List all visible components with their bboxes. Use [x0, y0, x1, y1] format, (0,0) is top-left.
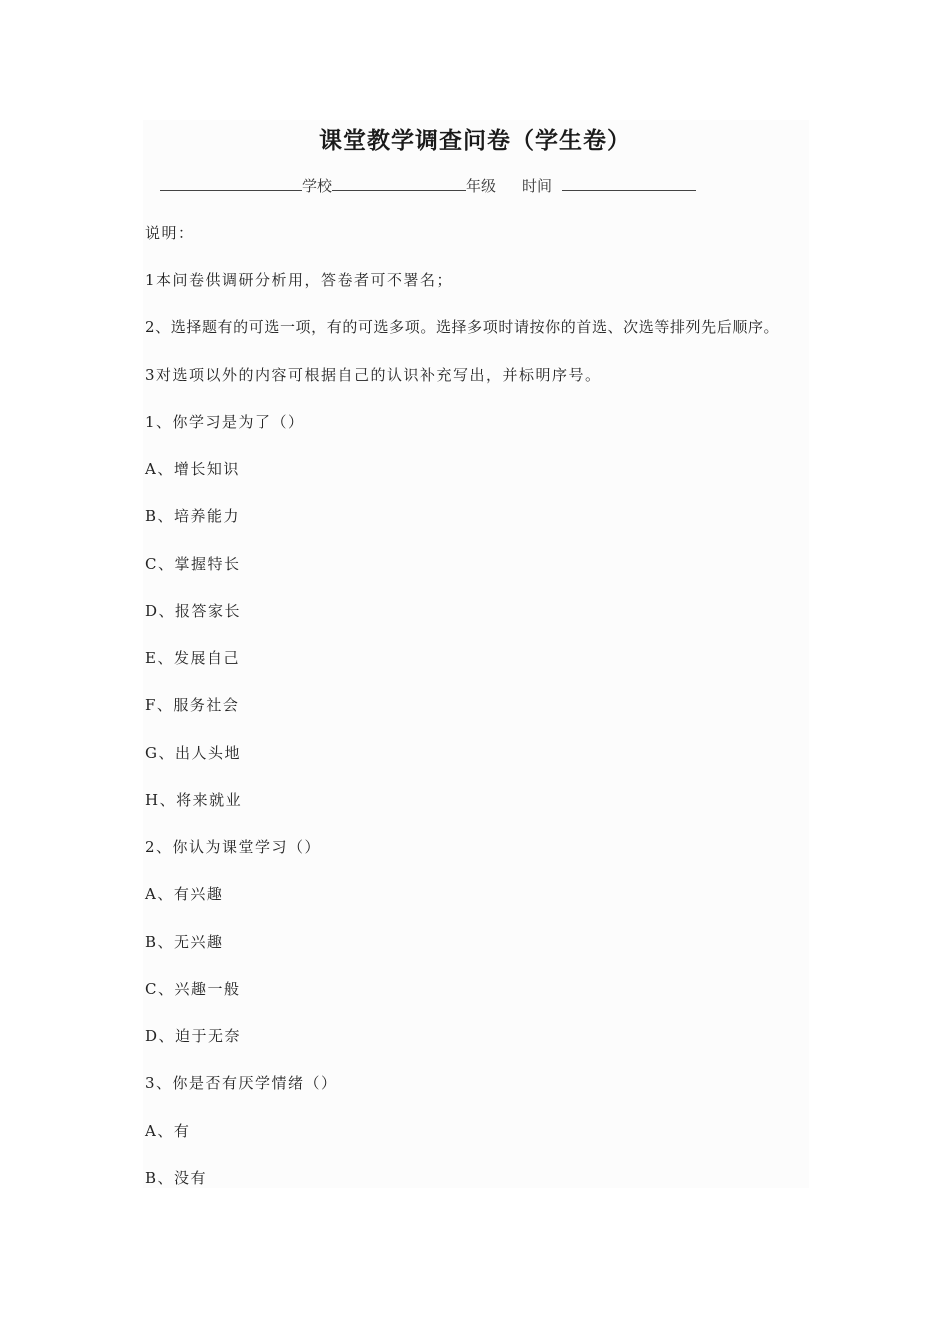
blank-line — [160, 176, 302, 191]
option-item: F、服务社会 — [145, 696, 240, 714]
header-fields — [160, 175, 696, 196]
option-item: A、有 — [145, 1122, 191, 1140]
question-text: 2、你认为课堂学习（） — [145, 838, 322, 856]
question-text: 1、你学习是为了（） — [145, 413, 305, 431]
question-text: 3、你是否有厌学情绪（） — [145, 1074, 338, 1092]
option-item: B、没有 — [145, 1169, 208, 1187]
option-item: A、增长知识 — [145, 460, 240, 478]
option-item: D、迫于无奈 — [145, 1027, 242, 1045]
instructions-heading: 说明： — [145, 224, 195, 242]
instruction-item: 2、选择题有的可选一项，有的可选多项。选择多项时请按你的首选、次选等排列先后顺序。 — [145, 318, 780, 336]
document-title: 课堂教学调查问卷（学生卷） — [319, 127, 631, 154]
blank-line — [332, 176, 466, 191]
instruction-item: 3对选项以外的内容可根据自己的认识补充写出，并标明序号。 — [145, 366, 602, 384]
option-item: E、发展自己 — [145, 649, 240, 667]
option-item: H、将来就业 — [145, 791, 243, 809]
school-label: 学校 — [302, 177, 333, 195]
option-item: C、兴趣一般 — [145, 980, 241, 998]
option-item: C、掌握特长 — [145, 555, 241, 573]
time-label: 时间 — [522, 177, 553, 195]
grade-label: 年级 — [466, 177, 497, 195]
option-item: B、无兴趣 — [145, 933, 224, 951]
option-item: G、出人头地 — [145, 744, 241, 762]
option-item: D、报答家长 — [145, 602, 242, 620]
option-item: A、有兴趣 — [145, 885, 224, 903]
blank-line — [562, 176, 696, 191]
instruction-item: 1本问卷供调研分析用，答卷者可不署名； — [145, 271, 454, 289]
option-item: B、培养能力 — [145, 507, 241, 525]
